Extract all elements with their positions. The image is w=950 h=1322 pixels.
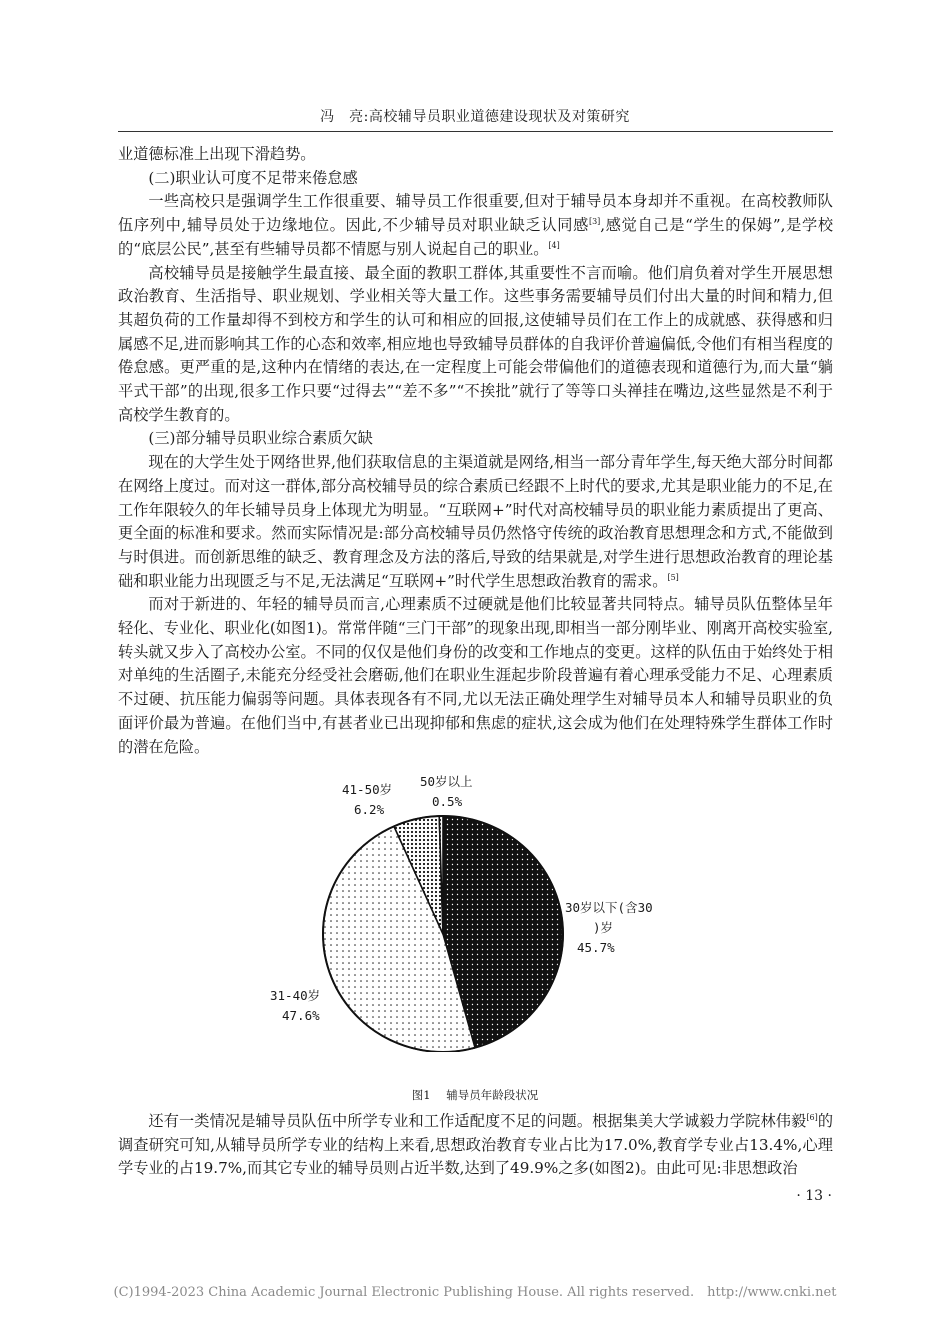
section-heading-3: (三)部分辅导员职业综合素质欠缺 — [148, 429, 373, 448]
pie-label-1-0: 31-40岁 — [270, 988, 321, 1003]
figure-caption-text: 辅导员年龄段状况 — [446, 1088, 539, 1102]
body-text — [118, 143, 833, 759]
figure-caption-number: 图1 — [411, 1088, 431, 1102]
pie-label-3-0: 50岁以上 — [420, 774, 473, 789]
pie-label-1-1: 47.6% — [282, 1008, 320, 1023]
paragraph-workload: 高校辅导员是接触学生最直接、最全面的教职工群体,其重要性不言而喻。他们肩负着对学生开展思想政治教育、生活指导、职业规划、学业相关等大量工作。这些事务需要辅导员们付出大量的时间和精力,但其超负荷的工作量却得不到校方和学生的认可和相应的回报,这使辅导员们在工作上的成就感、获得感和归属感不足,进而影响其工作的心态和效率,相应地也导致辅导员群体的自我评价普遍偏低,令他们有相当程度的倦怠感。更严重的是,这种内在情绪的表达,在一定程度上可能会带偏他们的道德表现和道德行为,而大量“躺平式干部”的出现,很多工作只要“过得去”“差不多”“不挨批”就行了等等口头禅挂在嘴边,这些显然是不利于高校学生教育的。 — [118, 263, 833, 424]
paragraph-network — [118, 451, 833, 593]
paragraph-recognition — [118, 190, 833, 261]
copyright-footer: (C)1994-2023 China Academic Journal Electronic Publishing House. All rights reserved. http://www.cnki.net — [113, 1285, 837, 1300]
pie-chart — [250, 762, 700, 1052]
running-header: 冯 亮:高校辅导员职业道德建设现状及对策研究 — [320, 109, 630, 125]
paragraph-young-counselors: 而对于新进的、年轻的辅导员而言,心理素质不过硬就是他们比较显著共同特点。辅导员队伍整体呈年轻化、专业化、职业化(如图1)。常常伴随“三门干部”的现象出现,即相当一部分刚毕业、刚离开高校实验室,转头就又步入了高校办公室。不同的仅仅是他们身份的改变和工作地点的变更。这样的队伍由于始终处于相对单纯的生活圈子,未能充分经受社会磨砺,他们在职业生涯起步阶段普遍有着心理承受能力不足、心理素质不过硬、抗压能力偏弱等问题。具体表现各有不同,尤以无法正确处理学生对辅导员本人和辅导员职业的负面评价最为普遍。在他们当中,有甚者业已出现抑郁和焦虑的症状,这会成为他们在处理特殊学生群体工作时的潜在危险。 — [118, 595, 833, 756]
paragraph-major-fit-start: 还有一类情况是辅导员队伍中所学专业和工作适配度不足的问题。根据集美大学诚毅力学院林伟毅 — [148, 1112, 807, 1130]
pie-label-2-1: 6.2% — [354, 802, 385, 817]
pie-label-0-0: 30岁以下(含30 — [565, 900, 653, 915]
paragraph-network-text: 现在的大学生处于网络世界,他们获取信息的主渠道就是网络,相当一部分青年学生,每天绝大部分时间都在网络上度过。而对这一群体,部分高校辅导员的综合素质已经跟不上时代的要求,尤其是职业能力的不足,在工作年限较久的年长辅导员身上体现尤为明显。“互联网+”时代对高校辅导员的职业能力素质提出了更高、更全面的标准和要求。然而实际情况是:部分高校辅导员仍然恪守传统的政治教育思想理念和方式,不能做到与时俱进。而创新思维的缺乏、教育理念及方法的落后,导致的结果就是,对学生进行思想政治教育的理论基础和职业能力出现匮乏与不足,无法满足“互联网+”时代学生思想政治教育的需求。 — [118, 453, 833, 590]
page-number: · 13 · — [796, 1188, 832, 1204]
pie-label-0-1: )岁 — [593, 920, 614, 935]
citation-5[interactable]: [5] — [667, 572, 679, 582]
paragraph-major-fit — [118, 1110, 833, 1181]
paragraph-continuation: 业道德标准上出现下滑趋势。 — [118, 145, 316, 163]
section-heading-2: (二)职业认可度不足带来倦怠感 — [148, 168, 358, 187]
citation-4[interactable]: [4] — [548, 240, 560, 250]
tail-text — [118, 1110, 833, 1181]
pie-label-0-2: 45.7% — [577, 940, 615, 955]
header-rule — [118, 131, 833, 132]
pie-label-3-1: 0.5% — [432, 794, 463, 809]
citation-6[interactable]: [6] — [806, 1113, 818, 1122]
figure-1 — [250, 762, 700, 1052]
paragraph-recognition-text-2: ,感觉自己是“学生的保姆”,是学校的“底层公民”,甚至有些辅导员都不情愿与别人说起自己的职业。 — [118, 216, 834, 258]
pie-label-2-0: 41-50岁 — [342, 782, 393, 797]
paragraph-major-fit-rest: 的调查研究可知,从辅导员所学专业的结构上来看,思想政治教育专业占比为17.0%,教育学专业占13.4%,心理学专业的占19.7%,而其它专业的辅导员则占近半数,达到了49.9%之多(如图2)。由此可见:非思想政治 — [118, 1112, 834, 1178]
paragraph-recognition-text: 一些高校只是强调学生工作很重要、辅导员工作很重要,但对于辅导员本身却并不重视。在高校教师队伍序列中,辅导员处于边缘地位。因此,不少辅导员对职业缺乏认同感 — [118, 192, 833, 235]
citation-3[interactable]: [3] — [588, 217, 601, 227]
figure-caption — [0, 1087, 950, 1103]
